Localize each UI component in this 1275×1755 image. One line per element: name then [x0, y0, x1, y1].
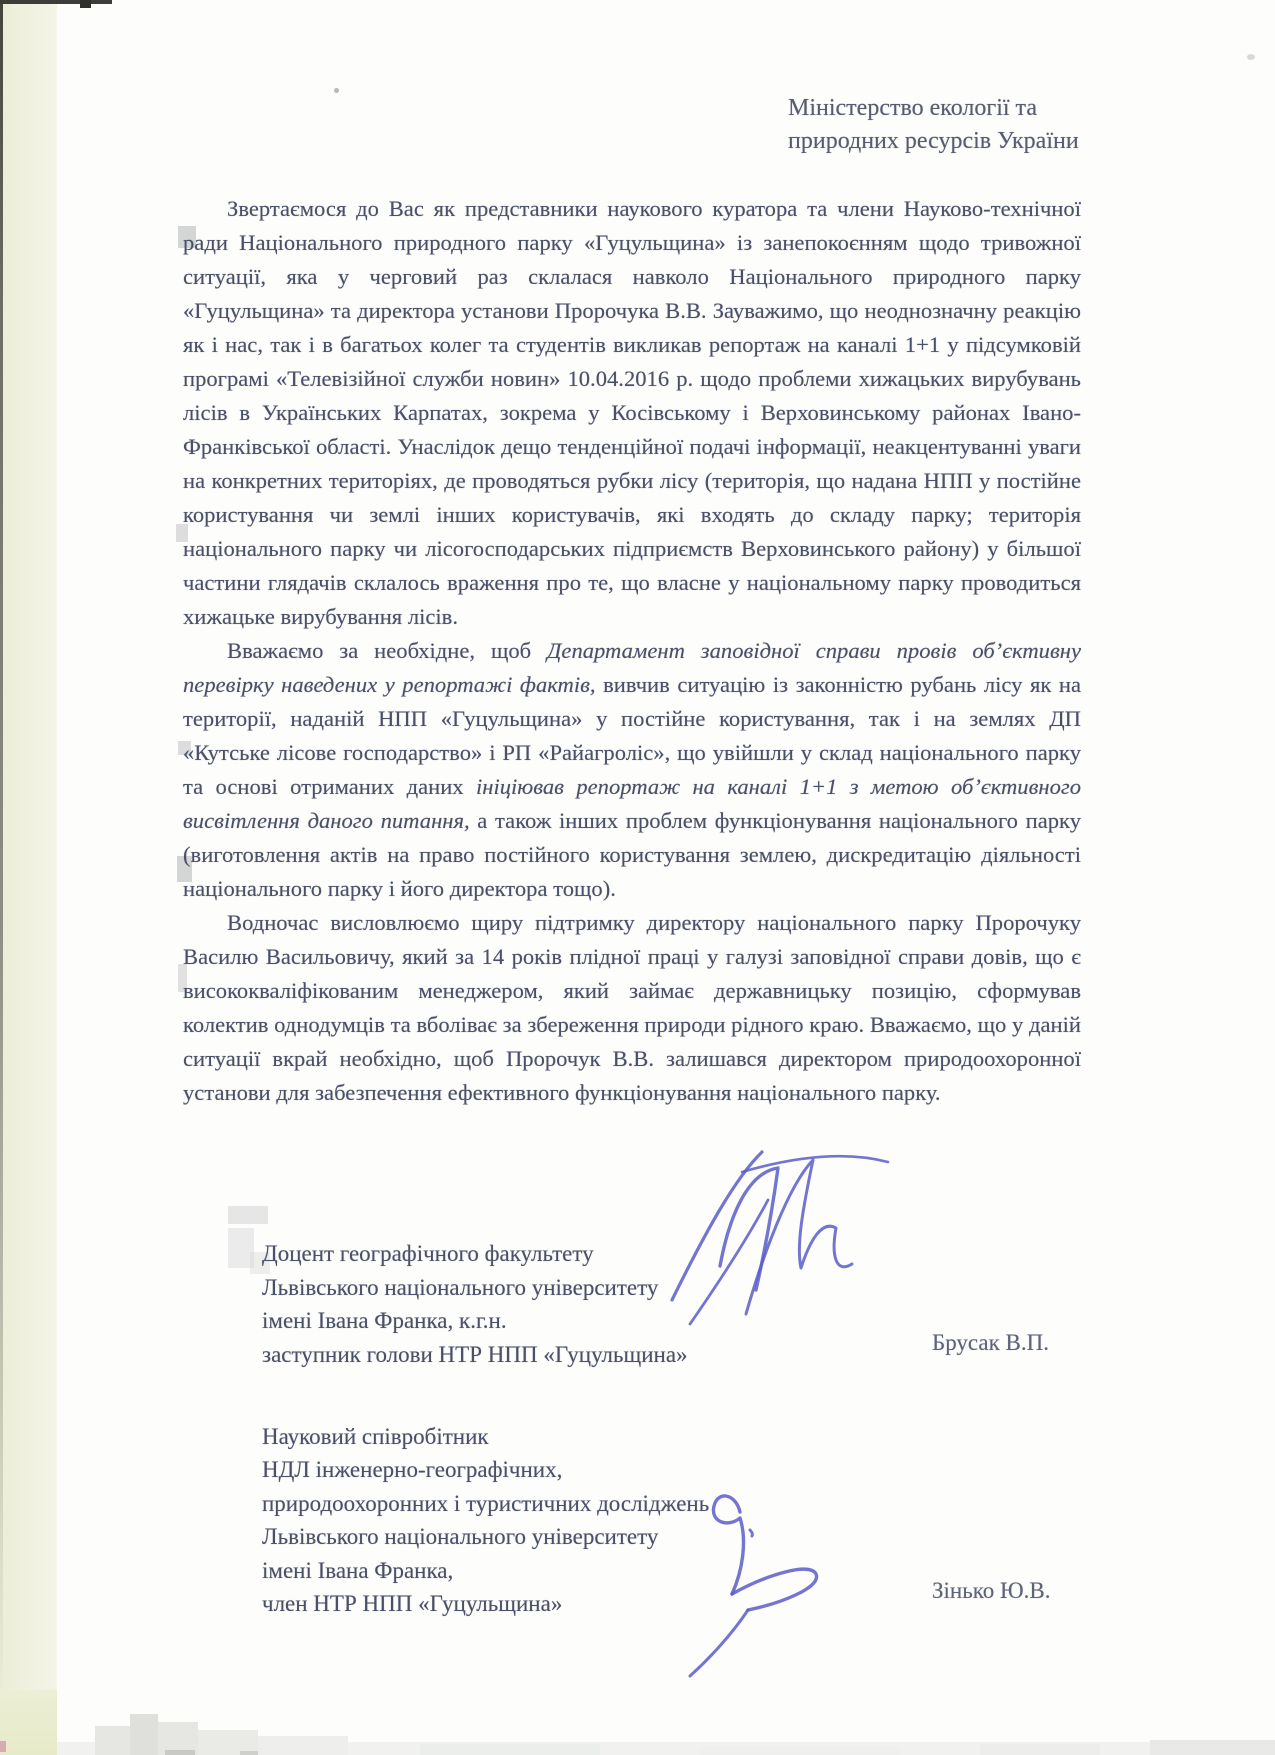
- scan-artifact-noise: [228, 1206, 268, 1224]
- scan-artifact-bottom-band: [95, 1726, 130, 1755]
- paragraph-text: вивчив ситуацію із законністю рубань лісу як на території, наданій НПП «Гуцульщина» у постійне користування, так і на землях ДП «Кутське лісове господарство» і РП «Райагроліс», що увійшли у склад національного парку та основі отриманих даних: [183, 672, 1081, 799]
- scan-artifact-bottom-band: [980, 1744, 1100, 1755]
- paragraph-text: а також інших проблем функціонування національного парку (виготовлення актів на право постійного користування землею, дискредитацію діяльності національного парку і його директора тощо).: [183, 808, 1081, 901]
- signatory-title-line: Науковий співробітник: [262, 1424, 489, 1449]
- paragraph-text-italic: ініціював репортаж на каналі 1+1 з метою об’єктивного висвітлення даного питання,: [183, 774, 1081, 833]
- signature-block-1: [262, 1237, 688, 1371]
- paragraph-2: [183, 634, 1081, 906]
- paragraph-3: [183, 906, 1081, 1110]
- paragraph-1: [183, 192, 1081, 634]
- scan-artifact-bottom-band: [420, 1744, 600, 1755]
- signatory-title-line: НДЛ інженерно-географічних,: [262, 1457, 563, 1483]
- recipient-line: Міністерство екології та: [788, 95, 1037, 121]
- scan-artifact-top-speck: [80, 0, 91, 8]
- scan-artifact-left-cream-edge: [0, 0, 57, 1755]
- scan-artifact-bottom-band: [130, 1714, 158, 1755]
- recipient-block: [788, 92, 1128, 158]
- scan-artifact-bottom-band: [700, 1746, 900, 1755]
- scan-artifact-bottom-left-corner: [0, 1690, 57, 1755]
- paragraph-text: Вважаємо за необхідне, щоб: [227, 638, 548, 663]
- scan-artifact-pink-speck: [0, 1741, 6, 1752]
- scan-artifact-left-dark-line: [0, 0, 3, 1700]
- scan-artifact-dust-dot: [334, 88, 339, 93]
- letter-body: [183, 192, 1081, 1110]
- signatory-title-line: природоохоронних і туристичних досліджень: [262, 1490, 710, 1516]
- signatory-title-line: імені Івана Франка, к.г.н.: [262, 1308, 507, 1333]
- signatory-title-line: Львівського національного університету: [262, 1524, 659, 1550]
- scan-artifact-top-strip: [0, 0, 112, 4]
- signature-block-2: [262, 1420, 709, 1620]
- scan-artifact-bottom-band: [240, 1751, 258, 1755]
- signatory-name-1: Брусак В.П.: [932, 1330, 1049, 1355]
- signatory-title-line: заступник голови НТР НПП «Гуцульщина»: [262, 1341, 688, 1367]
- scan-artifact-bottom-band: [1150, 1740, 1275, 1755]
- scan-artifact-bottom-band: [165, 1750, 195, 1755]
- paragraph-text-italic: Департамент заповідної справи провів об’єктивну перевірку наведених у репортажі фактів,: [183, 638, 1081, 697]
- signatory-title-line: член НТР НПП «Гуцульщина»: [262, 1591, 563, 1617]
- signatory-title-line: імені Івана Франка,: [262, 1557, 454, 1583]
- paragraph-text: Водночас висловлюємо щиру підтримку директору національного парку Пророчуку Василю Васильовичу, який за 14 років плідної праці у галузі заповідної справи довів, що є висококваліфікованим менеджером, який займає державницьку позицію, сформував колектив однодумців та вболіває за збереження природи рідного краю. Вважаємо, що у даній ситуації вкрай необхідно, щоб Пророчук В.В. залишався директором природоохоронної установи для забезпечення ефективного функціонування національного парку.: [183, 910, 1081, 1105]
- signatory-title-line: Доцент географічного факультету: [262, 1241, 594, 1266]
- handwritten-signature-2: [660, 1478, 830, 1683]
- scan-artifact-dust-dot: [1247, 54, 1255, 60]
- signatory-title-line: Львівського національного університету: [262, 1274, 659, 1300]
- signatory-name-2: Зінько Ю.В.: [932, 1578, 1051, 1603]
- scan-artifact-bottom-band: [258, 1736, 348, 1755]
- handwritten-signature-1: [650, 1138, 900, 1333]
- recipient-line: природних ресурсів України: [788, 128, 1079, 154]
- paragraph-text: Звертаємося до Вас як представники наукового куратора та члени Науково-технічної ради Національного природного парку «Гуцульщина» із занепокоєнням щодо тривожної ситуації, яка у черговий раз склалася навколо Національного природного парку «Гуцульщина» та директора установи Пророчука В.В. Зауважимо, що неоднозначну реакцію як і нас, так і в багатьох колег та студентів викликав репортаж на каналі 1+1 у підсумковій програмі «Телевізійної служби новин» 10.04.2016 р. щодо проблеми хижацьких вирубувань лісів в Українських Карпатах, зокрема у Косівському і Верховинському районах Івано-Франківської області. Унаслідок дещо тенденційної подачі інформації, неакцентуванні уваги на конкретних територіях, де проводяться рубки лісу (територія, що надана НПП у постійне користування чи землі інших користувачів, які входять до складу парку; територія національного парку чи лісогосподарських підприємств Верховинського району) у більшої частини глядачів склалось враження про те, що власне у національному парку проводиться хижацьке вирубування лісів.: [183, 196, 1081, 629]
